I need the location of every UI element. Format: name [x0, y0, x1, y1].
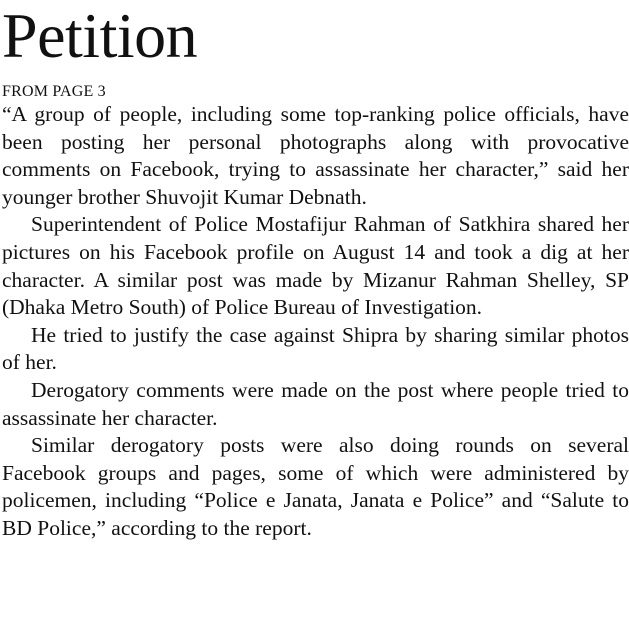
- paragraph: Similar derogatory posts were also doing rounds on several Facebook groups and pages, some of which were administered by policemen, including “Police e Janata, Janata e Police” and “Salute to BD Police,” according to the report.: [2, 433, 629, 540]
- paragraph: Derogatory comments were made on the post where people tried to assassinate her character.: [2, 377, 629, 430]
- jump-line: FROM PAGE 3: [2, 83, 106, 100]
- paragraph: Superintendent of Police Mostafijur Rahman of Satkhira shared her pictures on his Facebook profile on August 14 and took a dig at her character. A similar post was made by Mizanur Rahman Shelley, SP (Dhaka Metro South) of Police Bureau of Investigation.: [2, 212, 629, 320]
- paragraph: He tried to justify the case against Shipra by sharing similar photos of her.: [2, 322, 629, 375]
- headline: Petition: [2, 0, 198, 71]
- article-body: [2, 101, 629, 543]
- paragraph: “A group of people, including some top-ranking police officials, have been posting her personal photographs along with provocative comments on Facebook, trying to assassinate her character,” said her younger brother Shuvojit Kumar Debnath.: [2, 102, 629, 209]
